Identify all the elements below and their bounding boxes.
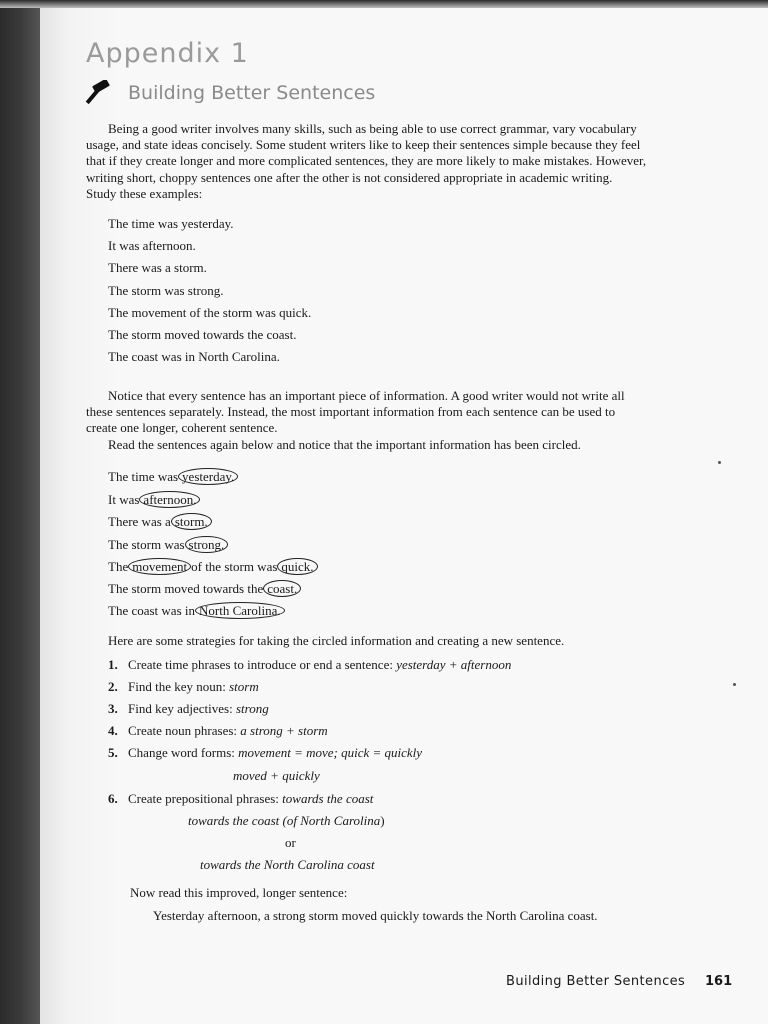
circled-middle: of the storm was	[191, 559, 278, 574]
strategy-text: Find the key noun:	[128, 679, 230, 694]
circled-word: quick.	[277, 558, 317, 575]
circled-sentence	[108, 513, 212, 530]
footer-title: Building Better Sentences	[506, 974, 686, 989]
strategies-intro: Here are some strategies for taking the circled information and creating a new sentence.	[108, 633, 565, 648]
circled-prefix: It was	[108, 492, 140, 507]
strategy-item	[108, 679, 259, 695]
appendix-title: Appendix 1	[86, 38, 249, 69]
strategy-item	[108, 723, 328, 739]
circled-sentence	[108, 602, 285, 619]
notice-line-4: Read the sentences again below and notice that the important information has been circled.	[108, 436, 581, 452]
strategy-text: Create prepositional phrases:	[128, 791, 283, 806]
strategy-item	[108, 791, 373, 807]
strategy-example: strong	[235, 701, 269, 716]
strategy-item	[108, 657, 511, 673]
strategy-6-or: or	[285, 835, 296, 850]
intro-line-4: writing short, choppy sentences one after the other is not considered appropriate in academic writing.	[86, 169, 613, 185]
strategy-number: 2.	[108, 679, 118, 694]
strategy-6-subexample-a	[188, 813, 385, 829]
strategy-text: Change word forms:	[128, 745, 239, 760]
example-sentence: The coast was in North Carolina.	[108, 349, 280, 364]
strategy-text: Create time phrases to introduce or end a sentence:	[128, 657, 397, 672]
improved-intro: Now read this improved, longer sentence:	[130, 885, 348, 900]
scan-speck	[718, 461, 721, 464]
strategy-number: 1.	[108, 657, 118, 672]
notice-line-2: these sentences separately. Instead, the most important information from each sentence can be used to	[86, 404, 616, 420]
circled-word: coast.	[263, 580, 301, 597]
strategy-text: Find key adjectives:	[128, 701, 236, 716]
example-sentence: The movement of the storm was quick.	[108, 305, 312, 320]
example-sentence: The storm was strong.	[108, 283, 224, 298]
example-sentence: There was a storm.	[108, 260, 207, 275]
circled-sentence	[108, 558, 318, 575]
strategy-item	[108, 745, 422, 761]
subexample-a-pre: towards the coast (	[188, 813, 287, 828]
example-sentence: The storm moved towards the coast.	[108, 327, 297, 342]
circled-sentence	[108, 536, 228, 553]
strategy-6-subexample-b: towards the North Carolina coast	[200, 857, 375, 872]
circled-prefix: The coast was in	[108, 603, 196, 618]
improved-sentence: Yesterday afternoon, a strong storm moved quickly towards the North Carolina coast.	[153, 908, 598, 923]
intro-line-3: that if they create longer and more complicated sentences, they are more likely to make mistakes. However,	[86, 153, 647, 169]
subexample-a-inner: of North Carolina	[286, 813, 381, 828]
example-sentence: It was afternoon.	[108, 238, 196, 253]
circled-word: movement	[128, 558, 191, 575]
strategy-example: yesterday + afternoon	[396, 657, 512, 672]
notice-paragraph	[86, 388, 670, 453]
strategy-number: 6.	[108, 791, 118, 806]
strategy-item	[108, 701, 269, 717]
example-sentence: The time was yesterday.	[108, 216, 234, 231]
strategy-5-subexample: moved + quickly	[233, 768, 320, 783]
scan-shadow-top	[0, 0, 768, 8]
circled-word: afternoon.	[139, 491, 200, 508]
circled-word: strong.	[185, 536, 229, 553]
circled-prefix: The time was	[108, 469, 179, 484]
intro-line-5: Study these examples:	[86, 185, 203, 201]
scan-speck	[733, 683, 736, 686]
strategy-number: 4.	[108, 723, 118, 738]
hammer-icon	[84, 80, 118, 106]
circled-sentence	[108, 580, 301, 597]
strategy-example: a strong + storm	[240, 723, 328, 738]
circled-prefix: The	[108, 559, 129, 574]
circled-word: storm.	[171, 513, 212, 530]
strategy-text: Create noun phrases:	[128, 723, 241, 738]
circled-prefix: There was a	[108, 514, 171, 529]
circled-word: yesterday.	[178, 468, 238, 485]
circled-sentence	[108, 468, 238, 485]
subexample-a-post: )	[380, 813, 385, 828]
strategy-example: storm	[229, 679, 259, 694]
strategy-number: 5.	[108, 745, 118, 760]
notice-line-3: create one longer, coherent sentence.	[86, 420, 278, 436]
page-number: 161	[705, 974, 733, 989]
circled-prefix: The storm was	[108, 537, 185, 552]
notice-line-1: Notice that every sentence has an important piece of information. A good writer would not write all	[108, 388, 625, 403]
section-title: Building Better Sentences	[128, 82, 376, 104]
strategy-example: movement = move; quick = quickly	[238, 745, 423, 760]
circled-prefix: The storm moved towards the	[108, 581, 264, 596]
strategy-example: towards the coast	[282, 791, 374, 806]
circled-word: North Carolina.	[195, 602, 285, 619]
intro-paragraph	[86, 121, 670, 202]
intro-line-2: usage, and state ideas concisely. Some student writers like to keep their sentences simple because they feel	[86, 137, 641, 153]
circled-sentence	[108, 491, 200, 508]
strategy-number: 3.	[108, 701, 118, 716]
intro-line-1: Being a good writer involves many skills, such as being able to use correct grammar, vary vocabulary	[108, 121, 637, 136]
